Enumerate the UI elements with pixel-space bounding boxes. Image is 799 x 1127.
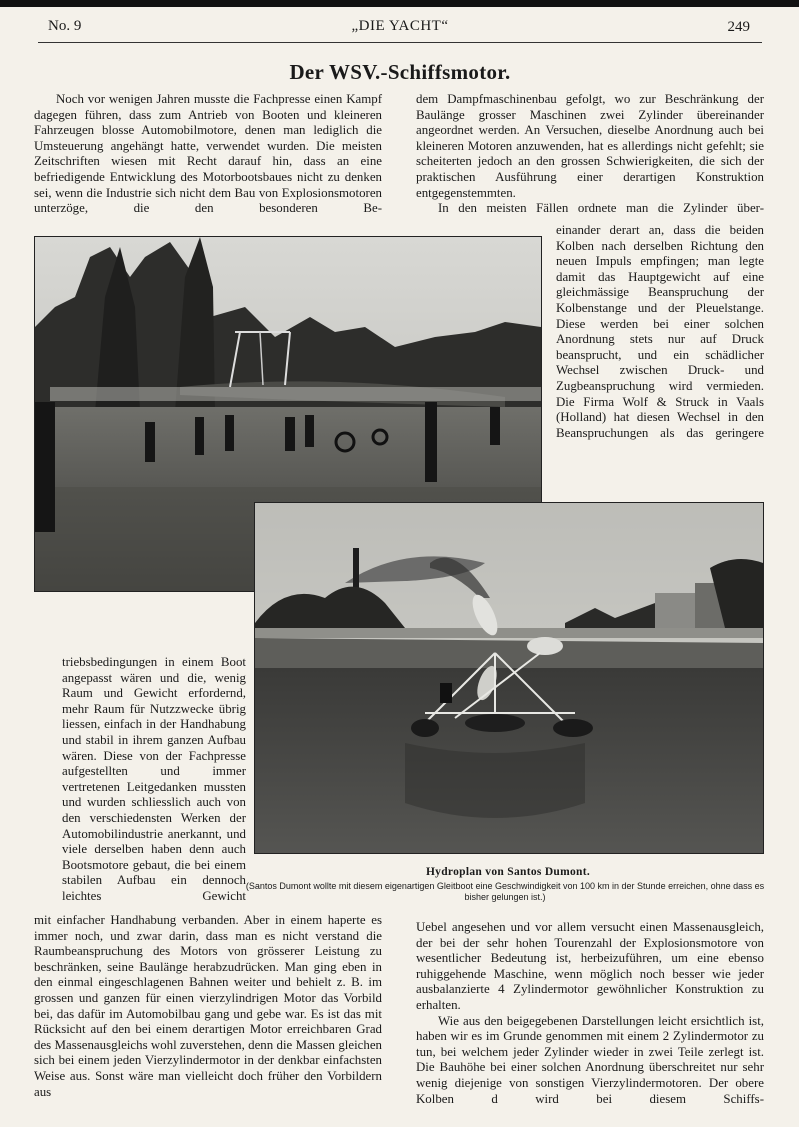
page-number: 249 xyxy=(727,19,750,35)
paragraph: triebsbedingungen in einem Boot angepasst wären und die, wenig Raum und Gewicht erfordernd, mehr Raum für Nutzzwecke übrig liessen, einfach in der Handhabung und stabil in ihrem ganzen Aufbau wären. Diese von der Fachpresse aufgestellten und immer vertretenen Leitgedanken mussten und wurden schliesslich auch von den verschiedensten Werken der Automobilindustrie anerkannt, und viele derselben haben denn auch Bootsmotore gebaut, die bei einem stabilen Aufbau ein dennoch leichtes Gewicht xyxy=(62,655,246,903)
text-column-narrow-right xyxy=(556,223,764,441)
paragraph: Noch vor wenigen Jahren musste die Fachpresse einen Kampf dagegen führen, dass zum Antrieb von Booten und kleineren Fahrzeugen blosse Automobilmotore, denen man lediglich die Umsteuerung angehängt hatte, verwendet wurden. Die meisten Zeitschriften wiesen mit Recht darauf hin, dass an eine befriedigende Entwicklung des Motorbootsbaues nicht zu denken sei, wenn die Industrie sich nicht dem Bau von Explosionsmotoren unterzöge, die den besonderen Be- xyxy=(34,92,382,216)
photo-caption-subtitle: (Santos Dumont wollte mit diesem eigenartigen Gleitboot eine Geschwindigkeit von 100 km in der Stunde erreichen, ohne dass es bisher gelungen ist.) xyxy=(245,881,765,902)
text-column-left-top xyxy=(34,92,382,217)
photo-hydroplane xyxy=(254,502,764,854)
paragraph: Wie aus den beigegebenen Darstellungen leicht ersichtlich ist, haben wir es im Grunde genommen mit einem 2 Zylindermotor zu tun, bei welchem jeder Zylinder wieder in zwei Teile zerlegt ist. Die Bauhöhe bei einer solchen Anordnung überschreitet nur sehr wenig diejenige von sonstigen Vierzylindermotoren. Der obere Kolben d wird bei diesem Schiffs- xyxy=(416,1013,764,1106)
article-title: Der WSV.-Schiffsmotor. xyxy=(289,60,511,84)
paragraph: In den meisten Fällen ordnete man die Zylinder über- xyxy=(438,201,764,216)
paragraph: dem Dampfmaschinenbau gefolgt, wo zur Beschränkung der Baulänge grosser Maschinen zwei Zylinder übereinander angeordnet werden. An Versuchen, dieselbe Anordnung auch bei kleineren Motoren anzuwenden, hat es allerdings nicht gefehlt; sie scheiterten jedoch an den grossen Schwierigkeiten, die sich der praktischen Ausführung einer derartigen Konstruktion entgegenstemmten. xyxy=(416,92,764,200)
paragraph: einander derart an, dass die beiden Kolben nach derselben Richtung den neuen Impuls empfingen; man legte damit das Hauptgewicht auf eine gleichmässige Beanspruchung der Kolbenstange und der Pleuelstange. Diese werden bei einer solchen Anordnung stets nur auf Druck beansprucht, und ein schädlicher Wechsel zwischen Druck- und Zugbeanspruchung wird vermieden. Die Firma Wolf & Struck in Vaals (Holland) hat diesen Wechsel in den Beanspruchungen als das geringere xyxy=(556,223,764,440)
text-column-left-bottom xyxy=(34,913,382,1100)
running-header xyxy=(38,16,762,43)
page-top-border xyxy=(0,0,799,7)
photo-caption-title: Hydroplan von Santos Dumont. xyxy=(425,866,591,878)
text-column-right-top xyxy=(416,92,764,217)
paragraph: mit einfacher Handhabung verbanden. Aber in einem haperte es immer noch, und zwar darin, dass man es nicht verstand die Raumbeanspruchung des Motors von grösserer Leistung zu beschränken, seine Baulänge herabzudrücken. Man ging eben in den einmal eingeschlagenen Bahnen weiter und behielt z. B. im grossen und ganzen für einen vierzylindrigen Motor das Vorbild bei, das dafür im Automobilbau gang und gebe war. Es ist das mit Rücksicht auf den bei einem derartigen Motor erreichbaren Grad des Massenausgleichs wohl zuverstehen, denn die Massen gleichen sich bei einem jeden Vierzylindermotor in der denkbar einfachsten Weise aus. Sonst wäre man vielleicht doch früher den Vorbildern aus xyxy=(34,913,382,1099)
issue-number: No. 9 xyxy=(48,18,82,34)
text-column-left-narrow xyxy=(62,655,246,905)
paragraph: Uebel angesehen und vor allem versucht einen Massenausgleich, der bei der sehr hohen Tourenzahl der Explosionsmotore von wesentlicher Bedeutung ist, herbeizuführen, um eine ebenso ruhiggehende Maschine, wenn möglich noch besser wie jeder ausbalanzierte 4 Zylindermotor gewöhnlicher Konstruktion zu erhalten. xyxy=(416,920,764,1012)
hydroplane-image xyxy=(255,503,763,853)
text-column-right-bottom xyxy=(416,920,764,1107)
magazine-name: „DIE YACHT“ xyxy=(351,18,449,34)
